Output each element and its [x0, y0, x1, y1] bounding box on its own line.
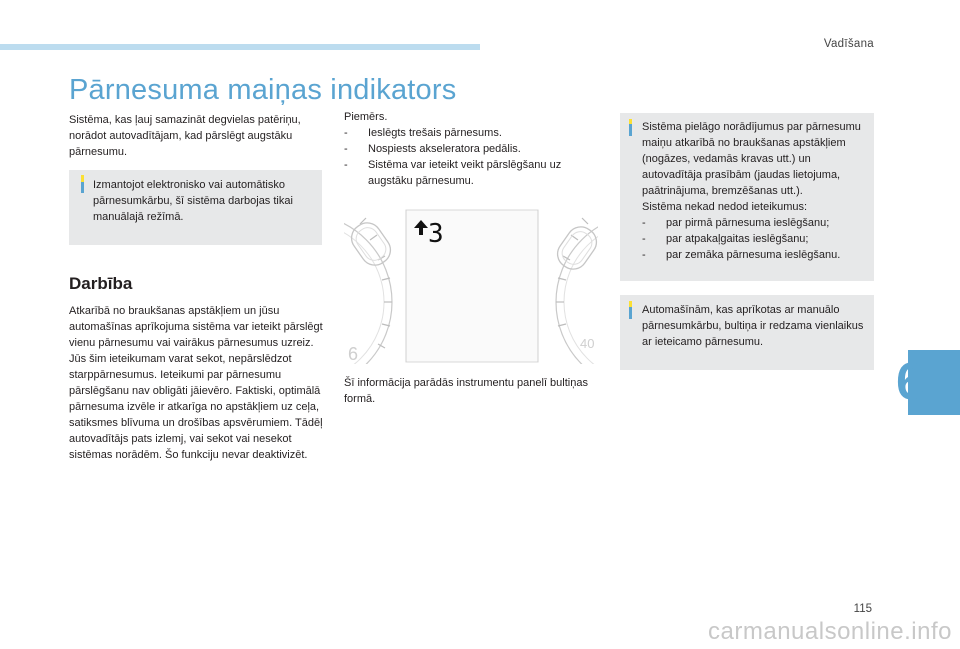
- example-label: Piemērs.: [344, 111, 388, 123]
- note-2-paragraph: Sistēma pielāgo norādījumus par pārnesumu maiņu atkarībā no braukšanas apstākļiem (nogāzes, vedamās kravas utt.) un autovadītāja prasībām (jaudas lietojuma, paātrinājuma, bremzēšanas utt.).: [642, 121, 861, 197]
- left-dial-label: 6: [348, 344, 359, 364]
- info-marker-bar: [629, 124, 632, 136]
- info-marker-bar: [81, 182, 84, 193]
- chapter-number: 6: [896, 353, 925, 411]
- right-dial-label: 40: [580, 336, 595, 351]
- example-block: [344, 109, 594, 189]
- gear-digit: 3: [428, 219, 444, 249]
- note-2-item: - par zemāka pārnesuma ieslēgšanu.: [642, 249, 841, 261]
- info-note-3: [620, 295, 874, 370]
- header-accent-bar: [0, 44, 480, 50]
- note-1-text: Izmantojot elektronisko vai automātisko pārnesumkārbu, šī sistēma darbojas tikai manuālajā režīmā.: [93, 179, 293, 223]
- image-caption: Šī informācija parādās instrumentu panelī bultiņas formā.: [344, 377, 588, 405]
- note-2-item: - par atpakaļgaitas ieslēgšanu;: [642, 233, 809, 245]
- instrument-panel-image: [344, 202, 598, 364]
- section-heading: Darbība: [69, 274, 133, 293]
- note-2-paragraph: Sistēma nekad nedod ieteikumus:: [642, 201, 808, 213]
- intro-text: Sistēma, kas ļauj samazināt degvielas patēriņu, norādot autovadītājam, kad pārslēgt augstāku pārnesumu.: [69, 114, 301, 158]
- page-number: 115: [853, 603, 872, 615]
- note-3-text: Automašīnām, kas aprīkotas ar manuālo pārnesumkārbu, bultiņa ir redzama vienlaikus ar ieteicamo pārnesumu.: [642, 304, 864, 348]
- body-text: Atkarībā no braukšanas apstākļiem un jūsu automašīnas aprīkojuma sistēma var ieteikt pārslēgt vienu pārnesumu vai vairākus pārnesumus uzreiz. Jūs šim ieteikumam varat sekot, nepārslēdzot starppārnesumus. Ieteikumi par pārnesumu pārslēgšanu nav obligāti jāievēro. Faktiski, optimālā pārnesuma izvēle ir atkarīga no apstākļiem uz ceļa, satiksmes blīvuma un drošības apsvērumiem. Tādēļ autovadītājs pats izlemj, vai sekot vai nesekot sistēmas norādēm. Šo funkciju nevar deaktivizēt.: [69, 305, 323, 461]
- info-marker-bar: [629, 307, 632, 319]
- section-name: Vadīšana: [823, 38, 874, 50]
- info-marker-icon: [81, 175, 84, 182]
- page-title: Pārnesuma maiņas indikators: [69, 74, 457, 106]
- note-2-text: [642, 119, 872, 263]
- info-note-1: [69, 170, 322, 245]
- gear-display: [406, 210, 538, 362]
- note-2-item: - par pirmā pārnesuma ieslēgšanu;: [642, 217, 830, 229]
- watermark: carmanualsonline.info: [708, 618, 952, 645]
- example-item: - Sistēma var ieteikt veikt pārslēgšanu uz augstāku pārnesumu.: [344, 159, 562, 187]
- example-item: - Nospiests akseleratora pedālis.: [344, 143, 521, 155]
- info-note-2: [620, 113, 874, 281]
- example-item: - Ieslēgts trešais pārnesums.: [344, 127, 502, 139]
